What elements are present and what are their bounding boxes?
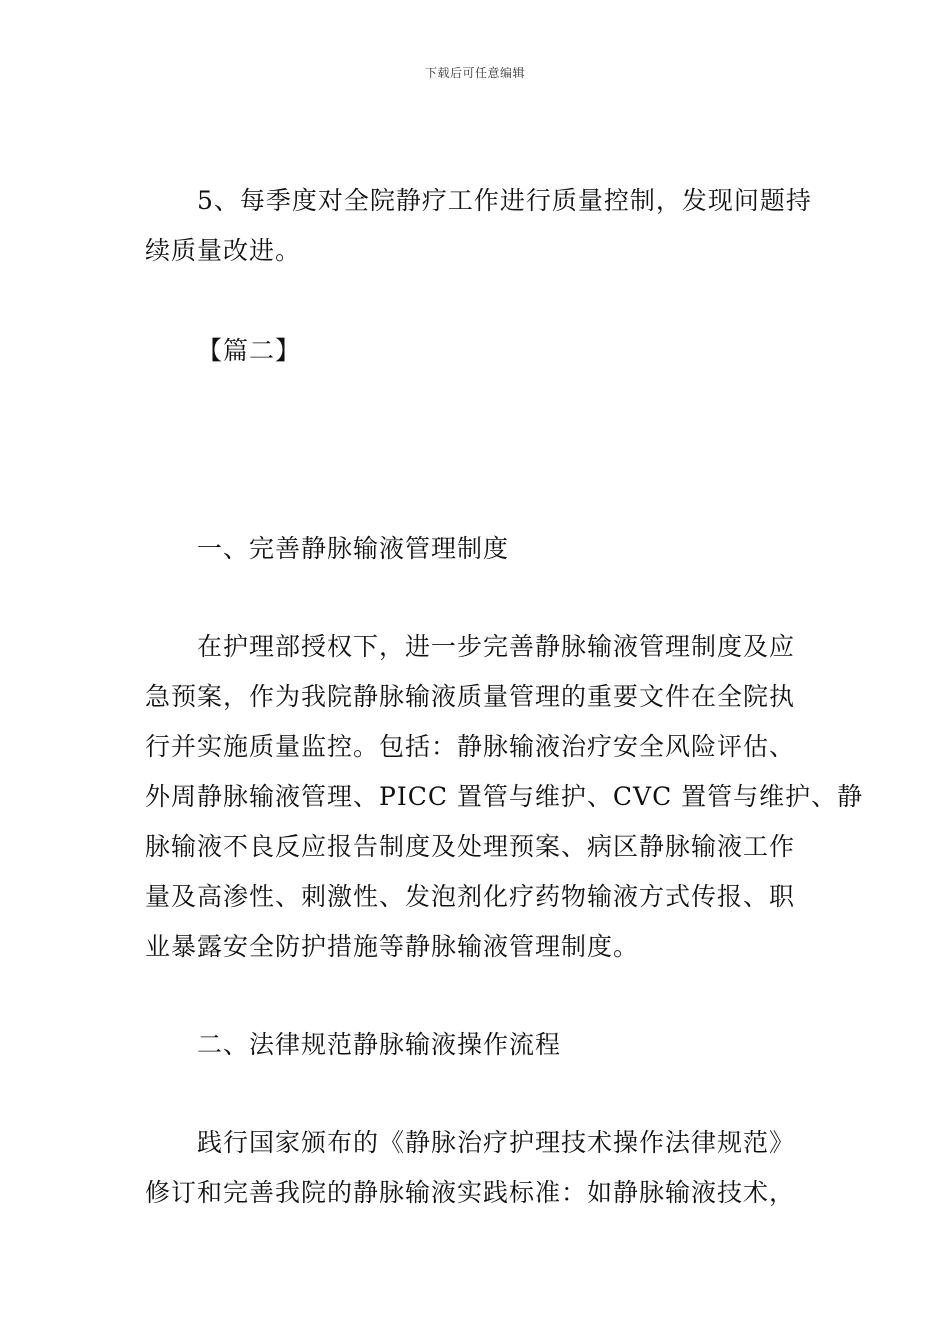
text-line: 5、每季度对全院静疗工作进行质量控制，发现问题持 xyxy=(197,186,812,215)
part-title-block xyxy=(145,326,835,376)
text-line: 业暴露安全防护措施等静脉输液管理制度。 xyxy=(145,932,640,961)
item-5-paragraph xyxy=(145,176,835,276)
section-2-heading-block xyxy=(145,1020,835,1070)
text-line: 行并实施质量监控。包括：静脉输液治疗安全风险评估、 xyxy=(145,732,796,761)
part-title: 【篇二】 xyxy=(197,336,302,365)
text-line: 践行国家颁布的《静脉治疗护理技术操作法律规范》 xyxy=(197,1128,796,1157)
section-heading: 二、法律规范静脉输液操作流程 xyxy=(197,1030,562,1059)
text-line: 急预案，作为我院静脉输液质量管理的重要文件在全院执 xyxy=(145,682,796,711)
text-line: 脉输液不良反应报告制度及处理预案、病区静脉输液工作 xyxy=(145,832,796,861)
text-line: 续质量改进。 xyxy=(145,236,302,265)
text-line: 外周静脉输液管理、PICC 置管与维护、CVC 置管与维护、静 xyxy=(145,782,864,811)
text-line: 在护理部授权下，进一步完善静脉输液管理制度及应 xyxy=(197,632,796,661)
text-line: 修订和完善我院的静脉输液实践标准：如静脉输液技术， xyxy=(145,1178,796,1207)
section-1-heading-block xyxy=(145,524,835,574)
header-note: 下载后可任意编辑 xyxy=(424,66,525,80)
section-heading: 一、完善静脉输液管理制度 xyxy=(197,534,510,563)
text-line: 量及高渗性、刺激性、发泡剂化疗药物输液方式传报、职 xyxy=(145,882,796,911)
section-1-paragraph xyxy=(145,622,864,972)
section-2-paragraph xyxy=(145,1118,835,1218)
